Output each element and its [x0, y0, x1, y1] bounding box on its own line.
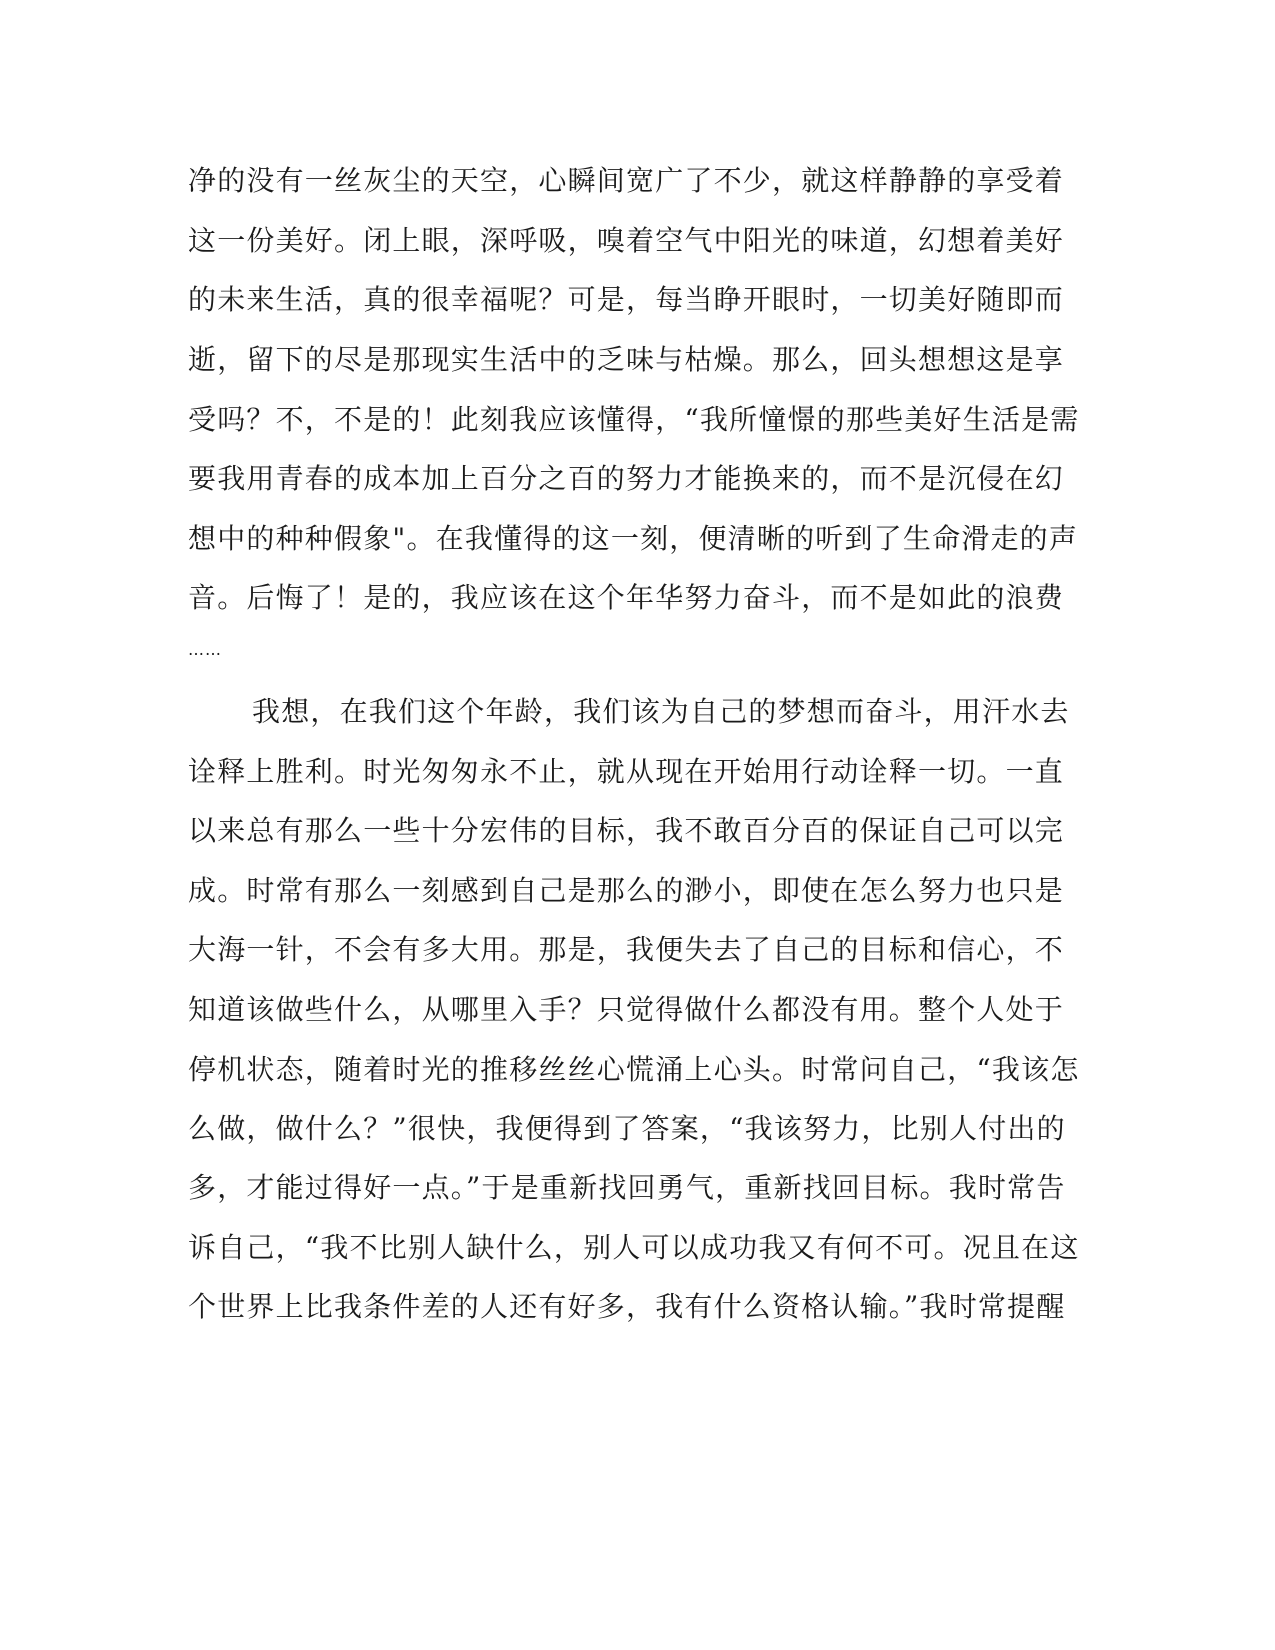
- text-line: 想中的种种假象"。在我懂得的这一刻，便清晰的听到了生命滑走的声: [188, 522, 1079, 555]
- text-line: 诠释上胜利。时光匆匆永不止，就从现在开始用行动诠释一切。一直: [188, 755, 1065, 788]
- ellipsis: ……: [188, 640, 222, 659]
- text-line: 受吗？不，不是的！此刻我应该懂得，“我所憧憬的那些美好生活是需: [188, 403, 1080, 436]
- text-line: 多，才能过得好一点。”于是重新找回勇气，重新找回目标。我时常告: [188, 1171, 1066, 1204]
- text-line: 么做，做什么？”很快，我便得到了答案，“我该努力，比别人付出的: [188, 1112, 1066, 1145]
- text-line: 个世界上比我条件差的人还有好多，我有什么资格认输。”我时常提醒: [188, 1290, 1066, 1323]
- text-line: 这一份美好。闭上眼，深呼吸，嗅着空气中阳光的味道，幻想着美好: [188, 224, 1065, 257]
- text-line: 知道该做些什么，从哪里入手？只觉得做什么都没有用。整个人处于: [188, 993, 1065, 1026]
- text-line: 净的没有一丝灰尘的天空，心瞬间宽广了不少，就这样静静的享受着: [188, 164, 1065, 197]
- text-line: 音。后悔了！是的，我应该在这个年华努力奋斗，而不是如此的浪费: [188, 581, 1065, 614]
- text-line: 诉自己，“我不比别人缺什么，别人可以成功我又有何不可。况且在这: [188, 1231, 1080, 1264]
- text-line: 要我用青春的成本加上百分之百的努力才能换来的，而不是沉侵在幻: [188, 462, 1065, 495]
- text-line: 我想，在我们这个年龄，我们该为自己的梦想而奋斗，用汗水去: [252, 695, 1070, 728]
- text-line: 以来总有那么一些十分宏伟的目标，我不敢百分百的保证自己可以完: [188, 814, 1065, 847]
- text-line: 逝，留下的尽是那现实生活中的乏味与枯燥。那么，回头想想这是享: [188, 343, 1065, 376]
- text-line: 停机状态，随着时光的推移丝丝心慌涌上心头。时常问自己，“我该怎: [188, 1053, 1080, 1086]
- text-line: 成。时常有那么一刻感到自己是那么的渺小，即使在怎么努力也只是: [188, 874, 1065, 907]
- text-line: 大海一针，不会有多大用。那是，我便失去了自己的目标和信心，不: [188, 933, 1065, 966]
- text-line: 的未来生活，真的很幸福呢？可是，每当睁开眼时，一切美好随即而: [188, 283, 1065, 316]
